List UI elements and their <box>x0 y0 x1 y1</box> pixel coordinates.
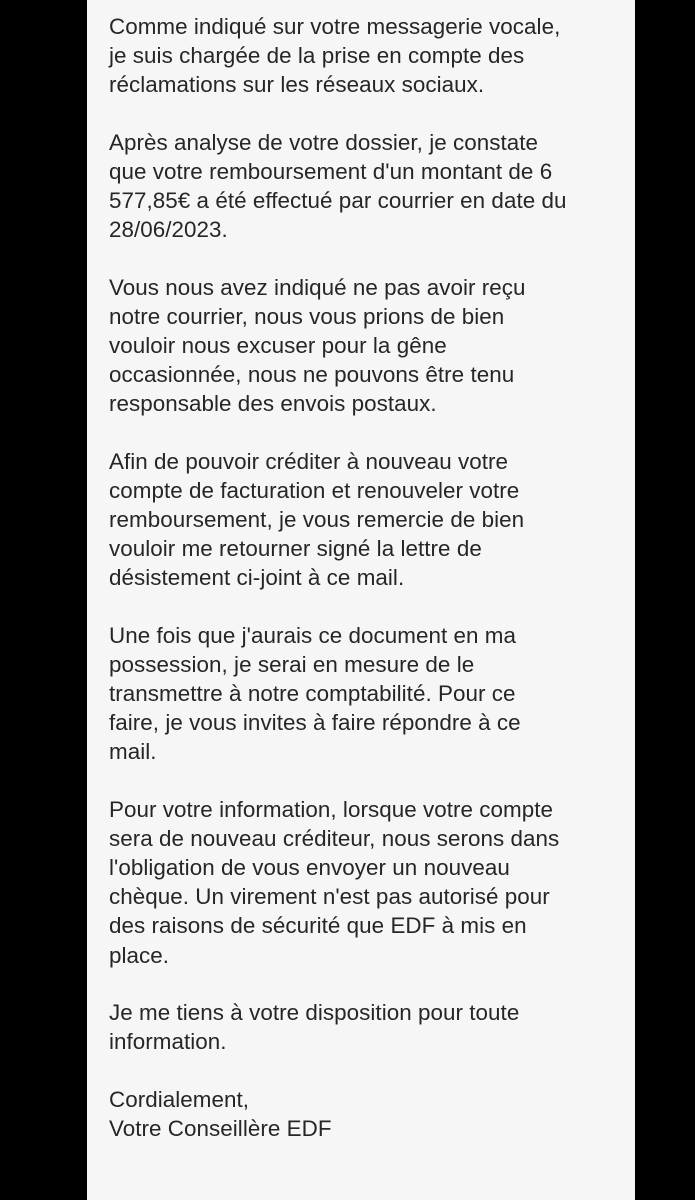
text-line: chèque. Un virement n'est pas autorisé pour <box>109 884 550 910</box>
text-line: remboursement, je vous remercie de bien <box>109 507 525 533</box>
paragraph-refund-analysis <box>109 128 629 244</box>
text-line: Après analyse de votre dossier, je constate <box>109 129 539 155</box>
text-line: responsable des envois postaux. <box>109 391 437 417</box>
paragraph-availability <box>109 998 629 1056</box>
text-line: des raisons de sécurité que EDF à mis en <box>109 913 527 939</box>
text-line: information. <box>109 1029 227 1055</box>
text-line: 28/06/2023. <box>109 217 228 243</box>
text-line: Une fois que j'aurais ce document en ma <box>109 622 516 648</box>
text-line: occasionnée, nous ne pouvons être tenu <box>109 362 515 388</box>
text-line: mail. <box>109 739 157 765</box>
text-line: réclamations sur les réseaux sociaux. <box>109 72 485 98</box>
text-line: faire, je vous invites à faire répondre à ce <box>109 710 521 736</box>
text-line: que votre remboursement d'un montant de 6 <box>109 158 553 184</box>
text-line: Pour votre information, lorsque votre compte <box>109 797 553 823</box>
text-line: possession, je serai en mesure de le <box>109 652 475 678</box>
text-line: Afin de pouvoir créditer à nouveau votre <box>109 448 509 474</box>
paragraph-accounting-transfer <box>109 621 629 766</box>
text-line: Je me tiens à votre disposition pour toute <box>109 1000 520 1026</box>
text-line: vouloir nous excuser pour la gêne <box>109 333 447 359</box>
text-line: l'obligation de vous envoyer un nouveau <box>109 855 510 881</box>
closing-salutation: Cordialement, <box>109 1086 250 1112</box>
paragraph-voicemail-intro <box>109 12 629 99</box>
text-line: 577,85€ a été effectué par courrier en date du <box>109 188 567 214</box>
email-screenshot <box>87 0 635 1200</box>
text-line: place. <box>109 942 170 968</box>
text-line: transmettre à notre comptabilité. Pour ce <box>109 681 516 707</box>
text-line: désistement ci-joint à ce mail. <box>109 565 405 591</box>
text-line: notre courrier, nous vous prions de bien <box>109 303 505 329</box>
text-line: vouloir me retourner signé la lettre de <box>109 536 482 562</box>
paragraph-withdrawal-letter <box>109 447 629 592</box>
email-body <box>109 12 629 1143</box>
text-line: compte de facturation et renouveler votre <box>109 478 520 503</box>
paragraph-cheque-information <box>109 795 629 970</box>
text-line: Vous nous avez indiqué ne pas avoir reçu <box>109 274 526 300</box>
text-line: je suis chargée de la prise en compte des <box>109 43 525 69</box>
text-line: Comme indiqué sur votre messagerie vocale, <box>109 14 561 39</box>
email-signoff <box>109 1085 629 1143</box>
signature: Votre Conseillère EDF <box>109 1116 332 1142</box>
text-line: sera de nouveau créditeur, nous serons dans <box>109 826 560 852</box>
paragraph-mail-not-received <box>109 273 629 418</box>
